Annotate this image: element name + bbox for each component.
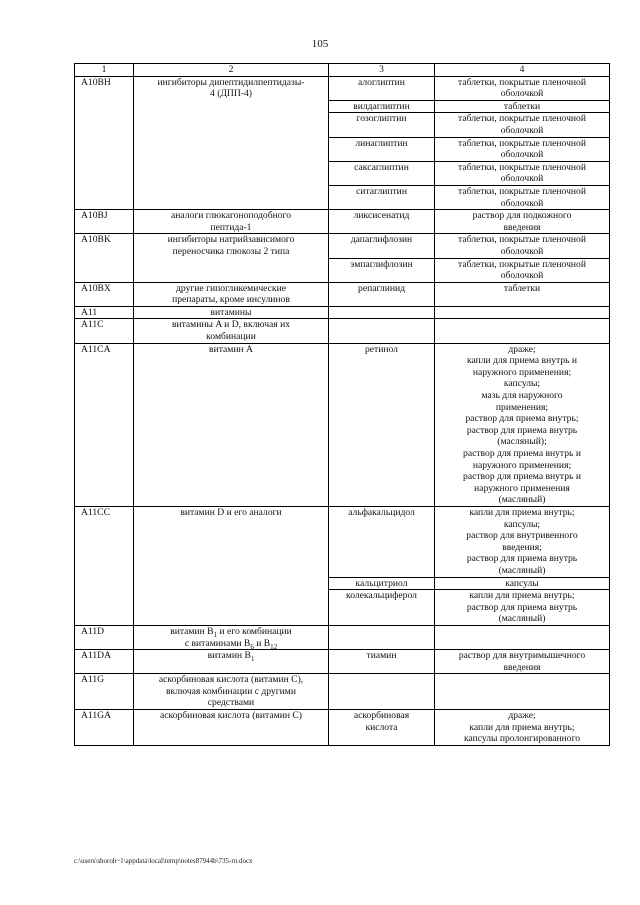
- dosage-form: таблетки: [435, 282, 610, 306]
- table-row: [75, 625, 610, 649]
- atc-group: ингибиторы натрийзависимого переносчика глюкозы 2 типа: [134, 234, 329, 282]
- atc-group: витамин D и его аналоги: [134, 506, 329, 625]
- atc-group: аскорбиновая кислота (витамин C), включая комбинации с другими средствами: [134, 674, 329, 710]
- drug-name: ретинол: [329, 343, 435, 506]
- dosage-form: [435, 306, 610, 319]
- table-row: [75, 210, 610, 234]
- table-row: [75, 674, 610, 710]
- group-text: и его комбинации с витаминами B: [184, 625, 292, 649]
- subscript: 6: [250, 642, 254, 650]
- drug-name: альфакальцидол: [329, 506, 435, 577]
- dosage-form: капли для приема внутрь; раствор для приема внутрь (масляный): [435, 590, 610, 626]
- dosage-form: [435, 319, 610, 343]
- dosage-form: [435, 674, 610, 710]
- atc-group: аналоги глюкагоноподобного пептида-1: [134, 210, 329, 234]
- dosage-form: таблетки, покрытые пленочной оболочкой: [435, 113, 610, 137]
- drug-name: [329, 319, 435, 343]
- group-text: и B: [253, 637, 271, 649]
- atc-code: A11DA: [75, 650, 134, 674]
- dosage-form: раствор для внутримышечного введения: [435, 650, 610, 674]
- atc-group: [134, 650, 329, 674]
- atc-code: A11: [75, 306, 134, 319]
- column-header: 2: [134, 64, 329, 77]
- dosage-form: таблетки, покрытые пленочной оболочкой: [435, 234, 610, 258]
- column-header: 3: [329, 64, 435, 77]
- atc-code: A11GA: [75, 710, 134, 746]
- atc-code: A10BH: [75, 76, 134, 210]
- table-row: [75, 319, 610, 343]
- table-row: [75, 76, 610, 100]
- dosage-form: капли для приема внутрь; капсулы; раствор для внутривенного введения; раствор для приема внутрь (масляный): [435, 506, 610, 577]
- atc-group: другие гипогликемические препараты, кроме инсулинов: [134, 282, 329, 306]
- file-path-footer: c:\users\shoroh~1\appdata\local\temp\notes87944b\735-rn.docx: [74, 857, 253, 865]
- drug-name: колекальциферол: [329, 590, 435, 626]
- atc-group: аскорбиновая кислота (витамин C): [134, 710, 329, 746]
- dosage-form: драже; капли для приема внутрь; капсулы пролонгированного: [435, 710, 610, 746]
- atc-code: A10BX: [75, 282, 134, 306]
- atc-group: витамин A: [134, 343, 329, 506]
- column-header: 4: [435, 64, 610, 77]
- drug-name: линаглиптин: [329, 137, 435, 161]
- group-text: витамин B: [207, 650, 251, 662]
- drug-name: гозоглиптин: [329, 113, 435, 137]
- atc-code: A10BJ: [75, 210, 134, 234]
- drug-name: аскорбиновая кислота: [329, 710, 435, 746]
- table-row: [75, 710, 610, 746]
- atc-code: A11G: [75, 674, 134, 710]
- dosage-form: капсулы: [435, 577, 610, 590]
- drug-name: алоглиптин: [329, 76, 435, 100]
- subscript: 1: [213, 630, 218, 639]
- atc-code: A11D: [75, 625, 134, 649]
- dosage-form: [435, 625, 610, 649]
- dosage-form: драже; капли для приема внутрь и наружного применения; капсулы; мазь для наружного применения; раствор для приема внутрь; раствор для приема внутрь (масляный); раствор для приема внутрь и наружного применения; раствор для приема внутрь и наружного применения (масляный): [435, 343, 610, 506]
- subscript: 12: [270, 642, 278, 650]
- table-row: [75, 650, 610, 674]
- table-header-row: [75, 64, 610, 77]
- column-header: 1: [75, 64, 134, 77]
- group-text: витамин B: [170, 625, 214, 637]
- table-row: [75, 343, 610, 506]
- drug-name: эмпаглифлозин: [329, 258, 435, 282]
- atc-code: A11CA: [75, 343, 134, 506]
- drug-name: [329, 674, 435, 710]
- drug-table: [74, 63, 610, 746]
- dosage-form: таблетки, покрытые пленочной оболочкой: [435, 76, 610, 100]
- drug-name: дапаглифлозин: [329, 234, 435, 258]
- table-row: [75, 282, 610, 306]
- drug-name: [329, 625, 435, 649]
- table-row: [75, 306, 610, 319]
- atc-code: A11C: [75, 319, 134, 343]
- drug-name: кальцитриол: [329, 577, 435, 590]
- dosage-form: таблетки, покрытые пленочной оболочкой: [435, 161, 610, 185]
- atc-group: [134, 625, 329, 649]
- atc-group: витамины: [134, 306, 329, 319]
- drug-name: вилдаглиптин: [329, 100, 435, 113]
- page-number: 105: [311, 38, 329, 50]
- atc-group: ингибиторы дипептидилпептидазы- 4 (ДПП-4): [134, 76, 329, 210]
- drug-name: [329, 306, 435, 319]
- dosage-form: раствор для подкожного введения: [435, 210, 610, 234]
- drug-name: ликсисенатид: [329, 210, 435, 234]
- drug-name: репаглинид: [329, 282, 435, 306]
- drug-name: саксаглиптин: [329, 161, 435, 185]
- table-row: [75, 234, 610, 258]
- subscript: 1: [250, 655, 255, 663]
- dosage-form: таблетки, покрытые пленочной оболочкой: [435, 258, 610, 282]
- atc-group: витамины A и D, включая их комбинации: [134, 319, 329, 343]
- atc-code: A10BK: [75, 234, 134, 282]
- dosage-form: таблетки, покрытые пленочной оболочкой: [435, 185, 610, 209]
- table-row: [75, 506, 610, 577]
- atc-code: A11CC: [75, 506, 134, 625]
- drug-name: ситаглиптин: [329, 185, 435, 209]
- dosage-form: таблетки: [435, 100, 610, 113]
- drug-name: тиамин: [329, 650, 435, 674]
- dosage-form: таблетки, покрытые пленочной оболочкой: [435, 137, 610, 161]
